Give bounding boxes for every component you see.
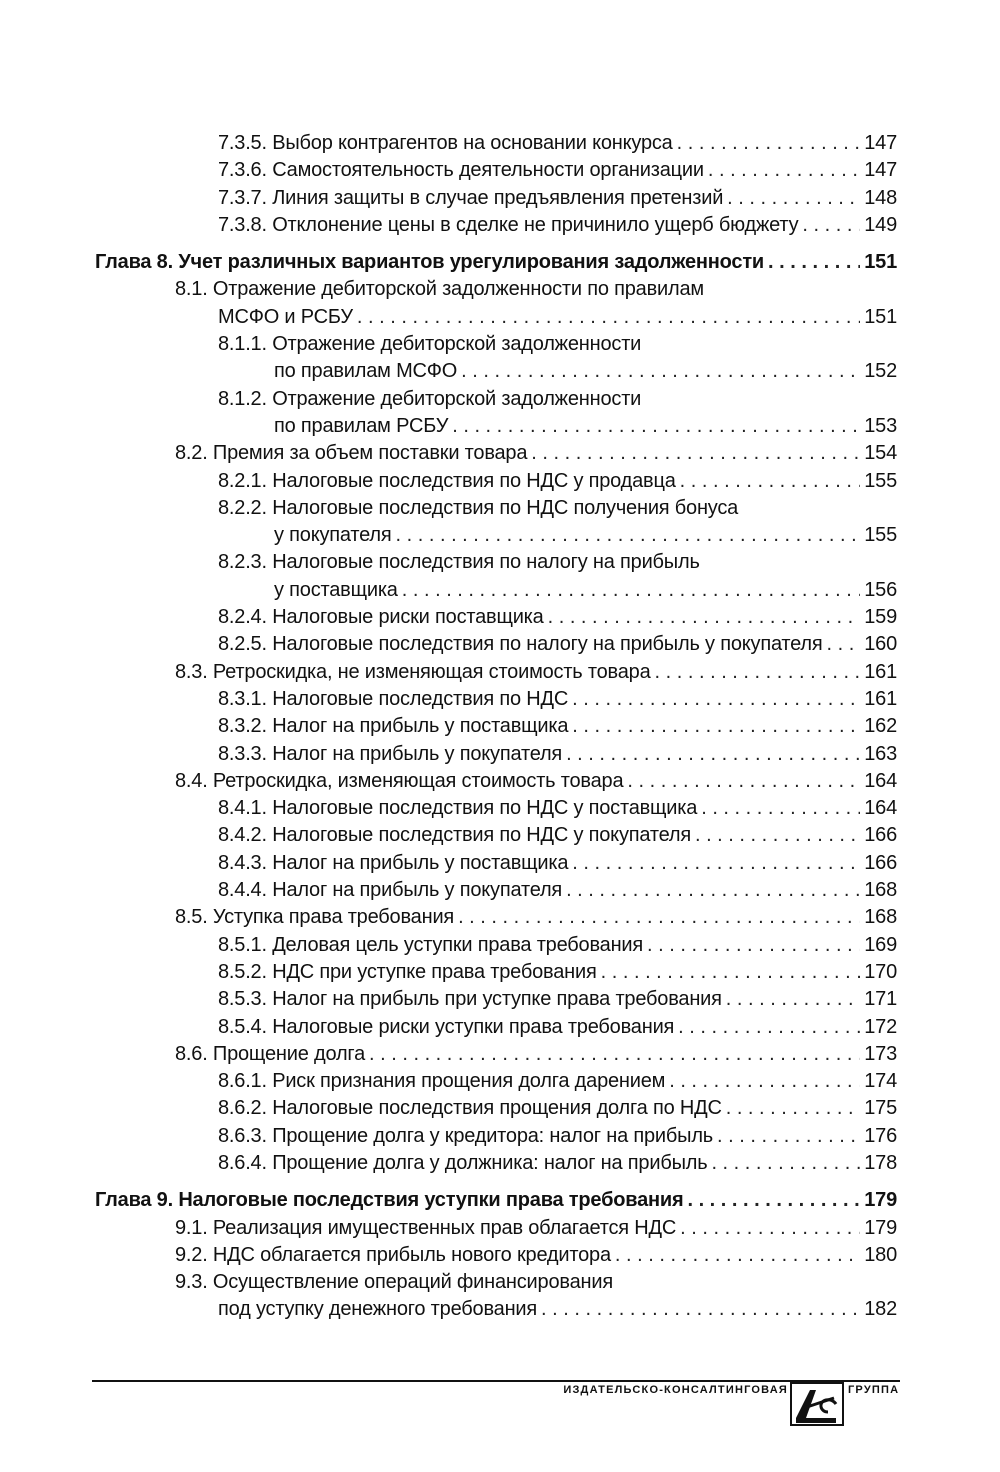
toc-entry-title: 8.3.2. Налог на прибыль у поставщика (218, 715, 569, 738)
dot-leader (647, 932, 860, 959)
publisher-name: ИЗДАТЕЛЬСКО-КОНСАЛТИНГОВАЯ (563, 1384, 788, 1396)
toc-entry (0, 604, 897, 631)
toc-entry (0, 1242, 897, 1269)
dot-leader (680, 468, 861, 495)
toc-page-number: 168 (864, 879, 897, 902)
toc-entry-title: 8.4. Ретроскидка, изменяющая стоимость товара (175, 769, 624, 792)
dot-leader (695, 822, 860, 849)
toc-entry-title: 8.1. Отражение дебиторской задолженности по правилам (175, 278, 704, 301)
toc-entry (0, 659, 897, 686)
toc-entry-title: 8.5.2. НДС при уступке права требования (218, 960, 597, 983)
dot-leader (572, 713, 860, 740)
toc-entry (0, 713, 897, 740)
dot-leader (452, 413, 860, 440)
toc-entry-title: 8.2.1. Налоговые последствия по НДС у продавца (218, 469, 676, 492)
toc-page-number: 179 (864, 1216, 897, 1239)
toc-entry (0, 212, 897, 239)
toc-entry-title: 8.2. Премия за объем поставки товара (175, 442, 528, 465)
toc-page-number: 164 (864, 797, 897, 820)
toc-page-number: 176 (864, 1124, 897, 1147)
toc-chapter-entry (0, 1187, 897, 1214)
dot-leader (369, 1041, 860, 1068)
dot-leader (678, 1014, 860, 1041)
table-of-contents (0, 130, 1000, 1324)
dot-leader (680, 1215, 860, 1242)
toc-entry-title: 8.6.4. Прощение долга у должника: налог на прибыль (218, 1151, 708, 1174)
toc-entry (0, 1150, 897, 1177)
toc-page-number: 159 (864, 606, 897, 629)
toc-entry-title: 8.2.2. Налоговые последствия по НДС получения бонуса (218, 496, 739, 519)
publisher-group-label: ГРУППА (848, 1384, 900, 1396)
toc-page-number: 147 (864, 132, 897, 154)
toc-entry (0, 157, 897, 184)
toc-page-number: 156 (864, 578, 897, 601)
toc-entry (0, 358, 897, 385)
toc-entry-title: 8.3.3. Налог на прибыль у покупателя (218, 742, 563, 765)
toc-entry (0, 1095, 897, 1122)
toc-entry (0, 1215, 897, 1242)
dot-leader (357, 304, 860, 331)
toc-entry-title: 8.6.2. Налоговые последствия прощения долга по НДС (218, 1097, 722, 1120)
toc-page-number: 152 (864, 360, 897, 383)
toc-entry (0, 822, 897, 849)
toc-page-number: 162 (864, 715, 897, 738)
dot-leader (531, 440, 860, 467)
toc-entry-title: 8.2.4. Налоговые риски поставщика (218, 606, 544, 629)
dot-leader (701, 795, 860, 822)
toc-page-number: 163 (864, 742, 897, 765)
toc-entry (0, 304, 897, 331)
toc-entry (0, 795, 897, 822)
toc-entry (0, 631, 897, 658)
toc-page-number: 178 (864, 1151, 897, 1174)
toc-page-number: 151 (864, 251, 897, 274)
toc-entry-title: 8.5.1. Деловая цель уступки права требования (218, 933, 644, 956)
toc-page-number: 151 (864, 305, 897, 328)
toc-entry (0, 1068, 897, 1095)
toc-entry-title: 8.4.2. Налоговые последствия по НДС у покупателя (218, 824, 691, 847)
section-gap (0, 1177, 1000, 1187)
toc-entry (0, 522, 897, 549)
toc-entry-title: у поставщика (274, 578, 398, 601)
toc-entry-title: у покупателя (274, 524, 392, 547)
dot-leader (708, 157, 860, 184)
toc-entry-title: 8.5.4. Налоговые риски уступки права требования (218, 1015, 675, 1038)
toc-entry (0, 130, 897, 157)
dot-leader (402, 577, 860, 604)
toc-page-number: 155 (864, 524, 897, 547)
toc-entry-title: 8.4.3. Налог на прибыль у поставщика (218, 851, 569, 874)
dot-leader (615, 1242, 860, 1269)
dot-leader (572, 686, 860, 713)
toc-entry (0, 413, 897, 440)
toc-entry-title: 8.4.1. Налоговые последствия по НДС у поставщика (218, 797, 698, 820)
toc-entry-title: 8.6.1. Риск признания прощения долга дарением (218, 1070, 666, 1093)
toc-entry-title: 8.1.2. Отражение дебиторской задолженности (218, 387, 642, 410)
toc-entry-title: 8.2.3. Налоговые последствия по налогу на прибыль (218, 551, 700, 574)
section-gap (0, 239, 1000, 249)
toc-page-number: 168 (864, 906, 897, 929)
toc-entry-title: Глава 8. Учет различных вариантов урегулирования задолженности (95, 251, 765, 274)
toc-page-number: 166 (864, 851, 897, 874)
toc-entry-title: МСФО и РСБУ (218, 305, 353, 328)
toc-entry (0, 932, 897, 959)
toc-entry (0, 904, 897, 931)
toc-entry-title: по правилам МСФО (274, 360, 458, 383)
toc-entry-title: 7.3.8. Отклонение цены в сделке не причинило ущерб бюджету (218, 213, 799, 236)
dot-leader (669, 1068, 860, 1095)
toc-entry (0, 577, 897, 604)
toc-entry (0, 468, 897, 495)
toc-page-number: 164 (864, 769, 897, 792)
dot-leader (572, 850, 860, 877)
toc-entry-title: под уступку денежного требования (218, 1298, 538, 1321)
toc-entry (0, 877, 897, 904)
toc-page-number: 147 (864, 159, 897, 182)
toc-entry (0, 741, 897, 768)
toc-entry-title: 8.6. Прощение долга (175, 1042, 365, 1065)
toc-page-number: 179 (864, 1189, 897, 1212)
toc-entry-title: 8.1.1. Отражение дебиторской задолженности (218, 333, 642, 356)
toc-entry-title: 8.4.4. Налог на прибыль у покупателя (218, 879, 563, 902)
toc-entry (0, 1269, 897, 1296)
dot-leader (711, 1150, 860, 1177)
toc-entry (0, 1296, 897, 1323)
toc-entry (0, 1123, 897, 1150)
toc-entry-title: 8.5.3. Налог на прибыль при уступке права требования (218, 988, 722, 1011)
toc-page-number: 155 (864, 469, 897, 492)
toc-entry-title: 8.2.5. Налоговые последствия по налогу на прибыль у покупателя (218, 633, 823, 656)
toc-entry-title: Глава 9. Налоговые последствия уступки права требования (95, 1189, 684, 1212)
toc-entry (0, 1041, 897, 1068)
dot-leader (827, 631, 861, 658)
toc-entry (0, 549, 897, 576)
dot-leader (458, 904, 860, 931)
toc-page-number: 171 (864, 988, 897, 1011)
toc-entry (0, 850, 897, 877)
toc-entry-title: 9.2. НДС облагается прибыль нового кредитора (175, 1243, 611, 1266)
dot-leader (655, 659, 861, 686)
toc-entry-title: 8.3. Ретроскидка, не изменяющая стоимость товара (175, 660, 651, 683)
dot-leader (541, 1296, 860, 1323)
toc-page-number: 153 (864, 414, 897, 437)
dot-leader (768, 249, 860, 276)
dot-leader (726, 986, 860, 1013)
toc-page-number: 175 (864, 1097, 897, 1120)
toc-entry-title: 7.3.5. Выбор контрагентов на основании конкурса (218, 132, 673, 154)
dot-leader (396, 522, 861, 549)
toc-entry-title: 8.5. Уступка права требования (175, 906, 455, 929)
dot-leader (566, 877, 860, 904)
toc-entry (0, 331, 897, 358)
footer-rule (92, 1380, 900, 1382)
toc-page-number: 148 (864, 186, 897, 209)
dot-leader (677, 130, 861, 157)
toc-entry-title: 8.6.3. Прощение долга у кредитора: налог на прибыль (218, 1124, 714, 1147)
toc-page-number: 154 (864, 442, 897, 465)
toc-chapter-entry (0, 249, 897, 276)
toc-entry (0, 686, 897, 713)
toc-entry (0, 185, 897, 212)
dot-leader (687, 1187, 860, 1214)
toc-page-number: 182 (864, 1298, 897, 1321)
dot-leader (726, 1095, 861, 1122)
toc-page-number: 174 (864, 1070, 897, 1093)
dot-leader (627, 768, 860, 795)
toc-entry-title: по правилам РСБУ (274, 414, 449, 437)
toc-page-number: 173 (864, 1042, 897, 1065)
toc-entry (0, 1014, 897, 1041)
dot-leader (566, 741, 860, 768)
dot-leader (601, 959, 861, 986)
toc-entry-title: 7.3.7. Линия защиты в случае предъявления претензий (218, 186, 724, 209)
toc-entry (0, 959, 897, 986)
toc-entry (0, 276, 897, 303)
toc-page-number: 169 (864, 933, 897, 956)
toc-entry (0, 440, 897, 467)
toc-entry (0, 986, 897, 1013)
dot-leader (727, 185, 860, 212)
toc-page-number: 166 (864, 824, 897, 847)
toc-page-number: 180 (864, 1243, 897, 1266)
ac-group-logo-icon (790, 1382, 844, 1426)
dot-leader (461, 358, 860, 385)
dot-leader (548, 604, 861, 631)
dot-leader (717, 1123, 860, 1150)
toc-page-number: 170 (864, 960, 897, 983)
page-footer (92, 1378, 900, 1438)
toc-page-number: 161 (864, 687, 897, 710)
toc-page-number: 149 (864, 213, 897, 236)
toc-entry (0, 386, 897, 413)
toc-page-number: 172 (864, 1015, 897, 1038)
toc-page-number: 160 (864, 633, 897, 656)
toc-entry-title: 9.3. Осуществление операций финансирования (175, 1271, 613, 1294)
toc-entry-title: 8.3.1. Налоговые последствия по НДС (218, 687, 569, 710)
toc-entry (0, 495, 897, 522)
dot-leader (802, 212, 860, 239)
toc-page-number: 161 (864, 660, 897, 683)
toc-entry-title: 9.1. Реализация имущественных прав облагается НДС (175, 1216, 677, 1239)
toc-entry-title: 7.3.6. Самостоятельность деятельности организации (218, 159, 704, 182)
toc-entry (0, 768, 897, 795)
